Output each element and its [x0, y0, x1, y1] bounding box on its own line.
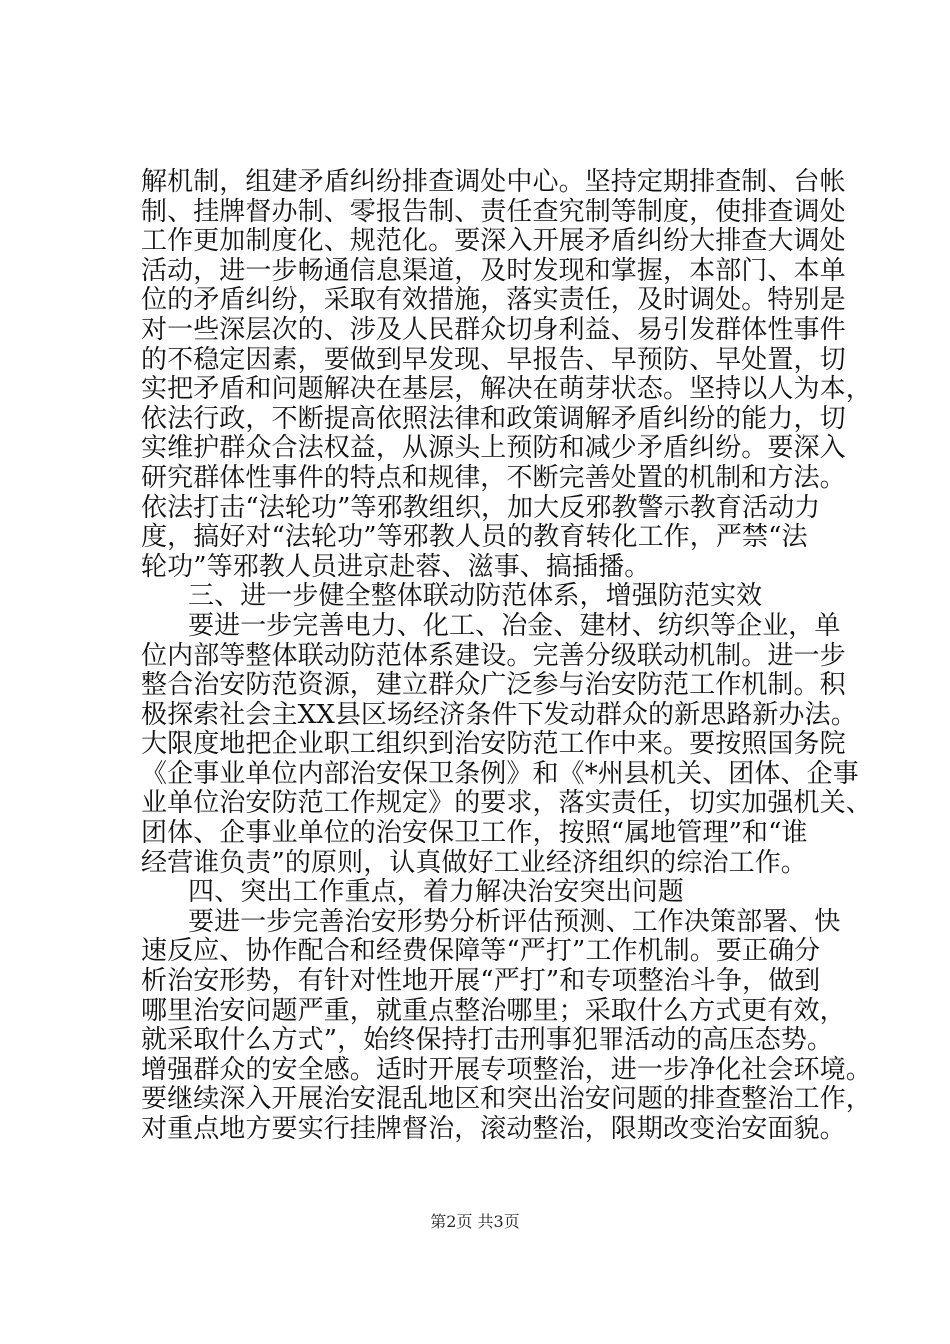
text-line: 大限度地把企业职工组织到治安防范工作中来。要按照国务院 — [141, 729, 846, 760]
text-line: 解机制，组建矛盾纠纷排查调处中心。坚持定期排查制、台帐 — [141, 167, 846, 197]
text-line: 要进一步完善治安形势分析评估预测、工作决策部署、快 — [188, 906, 841, 937]
text-line: 研究群体性事件的特点和规律，不断完善处置的机制和方法。 — [141, 462, 846, 493]
text-line: 增强群众的安全感。适时开展专项整治，进一步净化社会环境。 — [141, 1054, 872, 1085]
text-line: 对一些深层次的、涉及人民群众切身利益、易引发群体性事件 — [141, 314, 846, 345]
text-line: 团体、企事业单位的治安保卫工作，按照“属地管理”和“谁 — [141, 818, 808, 849]
text-line: 位内部等整体联动防范体系建设。完善分级联动机制。进一步 — [141, 640, 846, 671]
body-text — [141, 167, 872, 1145]
text-line: 的不稳定因素，要做到早发现、早报告、早预防、早处置，切 — [141, 344, 846, 375]
text-line: 实维护群众合法权益，从源头上预防和减少矛盾纠纷。要深入 — [141, 433, 846, 464]
text-line: 位的矛盾纠纷，采取有效措施，落实责任，及时调处。特别是 — [141, 285, 846, 316]
text-line: 工作更加制度化、规范化。要深入开展矛盾纠纷大排查大调处 — [141, 226, 846, 257]
text-line: 度，搞好对“法轮功”等邪教人员的教育转化工作，严禁“法 — [141, 522, 808, 553]
section-heading: 四、突出工作重点，着力解决治安突出问题 — [188, 877, 684, 908]
text-line: 就采取什么方式”，始终保持打击刑事犯罪活动的高压态势。 — [141, 1025, 833, 1056]
text-line: 对重点地方要实行挂牌督治，滚动整治，限期改变治安面貌。 — [141, 1114, 846, 1144]
text-line: 实把矛盾和问题解决在基层，解决在萌芽状态。坚持以人为本， — [141, 374, 872, 405]
text-line: 要进一步完善电力、化工、冶金、建材、纺织等企业，单 — [188, 610, 841, 641]
text-line: 依法打击“法轮功”等邪教组织，加大反邪教警示教育活动力 — [141, 492, 821, 523]
text-line: 活动，进一步畅通信息渠道，及时发现和掌握，本部门、本单 — [141, 255, 846, 286]
text-line: 哪里治安问题严重，就重点整治哪里；采取什么方式更有效， — [141, 995, 846, 1026]
page-number-footer: 第2页 共3页 — [430, 1212, 520, 1231]
text-line: 速反应、协作配合和经费保障等“严打”工作机制。要正确分 — [141, 936, 821, 967]
section-heading: 三、进一步健全整体联动防范体系，增强防范实效 — [188, 581, 763, 612]
text-line: 依法行政，不断提高依照法律和政策调解矛盾纠纷的能力，切 — [141, 403, 846, 434]
text-line: 要继续深入开展治安混乱地区和突出治安问题的排查整治工作， — [141, 1084, 872, 1115]
text-line: 《企事业单位内部治安保卫条例》和《*州县机关、团体、企事 — [141, 758, 859, 789]
text-line: 经营谁负责”的原则，认真做好工业经济组织的综治工作。 — [141, 847, 807, 878]
text-line: 业单位治安防范工作规定》的要求，落实责任，切实加强机关、 — [141, 788, 872, 819]
text-line: 轮功”等邪教人员进京赴蓉、滋事、搞插播。 — [141, 551, 651, 582]
text-line: 极探索社会主XX县区场经济条件下发动群众的新思路新办法。 — [141, 699, 857, 730]
text-line: 制、挂牌督办制、零报告制、责任查究制等制度，使排查调处 — [141, 196, 846, 227]
text-line: 析治安形势，有针对性地开展“严打”和专项整治斗争，做到 — [141, 966, 821, 997]
text-line: 整合治安防范资源，建立群众广泛参与治安防范工作机制。积 — [141, 670, 846, 701]
